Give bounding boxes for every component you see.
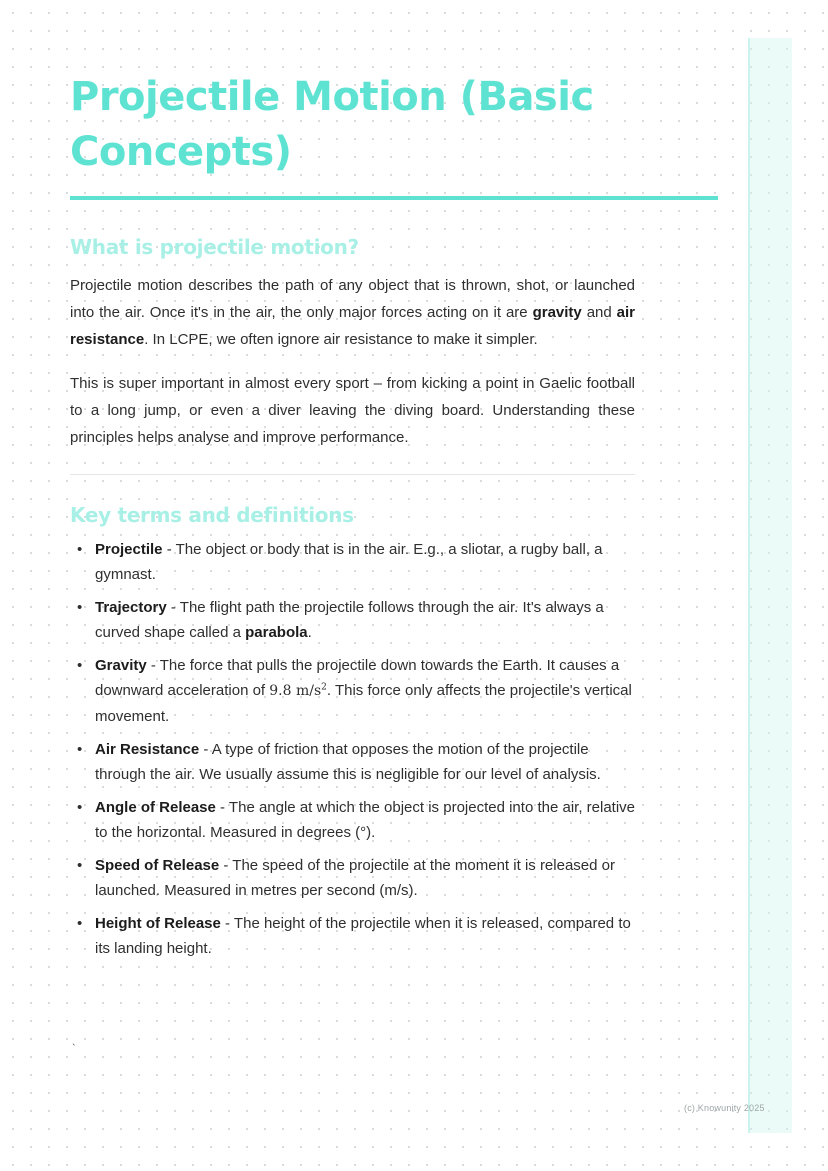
terms-list	[70, 537, 635, 961]
bold-parabola: parabola	[245, 624, 308, 641]
page-title: Projectile Motion (Basic Concepts)	[70, 74, 594, 175]
term-label: Trajectory	[95, 599, 167, 616]
term-definition: - The force that pulls the projectile down towards the Earth. It causes a downward acceleration of	[95, 657, 620, 699]
term-definition: - The angle at which the object is projected into the air, relative to the horizontal. Measured in degrees (°).	[95, 799, 636, 841]
bullet-icon: •	[77, 541, 83, 558]
document-page	[70, 70, 720, 969]
list-item	[70, 737, 635, 787]
term-label: Air Resistance	[95, 741, 200, 758]
stray-mark: `	[72, 1043, 76, 1055]
copyright-footer: (c) Knowunity 2025	[684, 1103, 765, 1113]
side-margin-strip	[748, 38, 792, 1133]
term-definition: - The object or body that is in the air. E.g., a sliotar, a rugby ball, a gymnast.	[95, 541, 603, 583]
term-label: Angle of Release	[95, 799, 216, 816]
bullet-icon: •	[77, 857, 83, 874]
bold-gravity: gravity	[532, 304, 582, 321]
term-definition: - A type of friction that opposes the motion of the projectile through the air. We usually assume this is negligible for our level of analysis.	[95, 741, 601, 783]
list-item: • Trajectory - The flight path the projectile follows through the air. It's always a curved shape called a parabola.	[70, 595, 635, 645]
title-underline	[70, 196, 718, 200]
term-label: Gravity	[95, 657, 147, 674]
section-heading-what: What is projectile motion?	[70, 235, 359, 259]
bullet-icon: •	[77, 599, 83, 616]
bullet-icon: •	[77, 915, 83, 932]
acceleration-formula: 9.8 $m/s^2$	[269, 682, 327, 699]
section-divider	[70, 474, 635, 475]
bullet-icon: •	[77, 741, 83, 758]
term-definition: - The flight path the projectile follows through the air. It's always a curved shape called a	[95, 599, 604, 641]
list-item: • Gravity - The force that pulls the projectile down towards the Earth. It causes a downward acceleration of 9.8 $m/s^2$. This force only affects the projectile's vertical movement.	[70, 653, 635, 729]
term-definition: - The height of the projectile when it is released, compared to its landing height.	[95, 915, 631, 957]
term-definition: - The speed of the projectile at the moment it is released or launched. Measured in metres per second (m/s).	[95, 857, 615, 899]
bold-air-resistance: air resistance	[70, 304, 635, 348]
term-label: Speed of Release	[95, 857, 220, 874]
section-heading-terms: Key terms and definitions	[70, 503, 354, 527]
intro-paragraph: Projectile motion describes the path of any object that is thrown, shot, or launched into the air. Once it's in the air, the only major forces acting on it are gravity and air resistance. In LCPE, we often ignore air resistance to make it simpler.	[70, 277, 635, 348]
bullet-icon: •	[77, 657, 83, 674]
term-label: Height of Release	[95, 915, 221, 932]
list-item	[70, 795, 635, 845]
importance-paragraph: This is super important in almost every sport – from kicking a point in Gaelic football to a long jump, or even a diver leaving the diving board. Understanding these principles helps analyse and improve performance.	[70, 375, 635, 446]
list-item	[70, 911, 635, 961]
bullet-icon: •	[77, 799, 83, 816]
term-label: Projectile	[95, 541, 163, 558]
list-item	[70, 853, 635, 903]
list-item	[70, 537, 635, 587]
